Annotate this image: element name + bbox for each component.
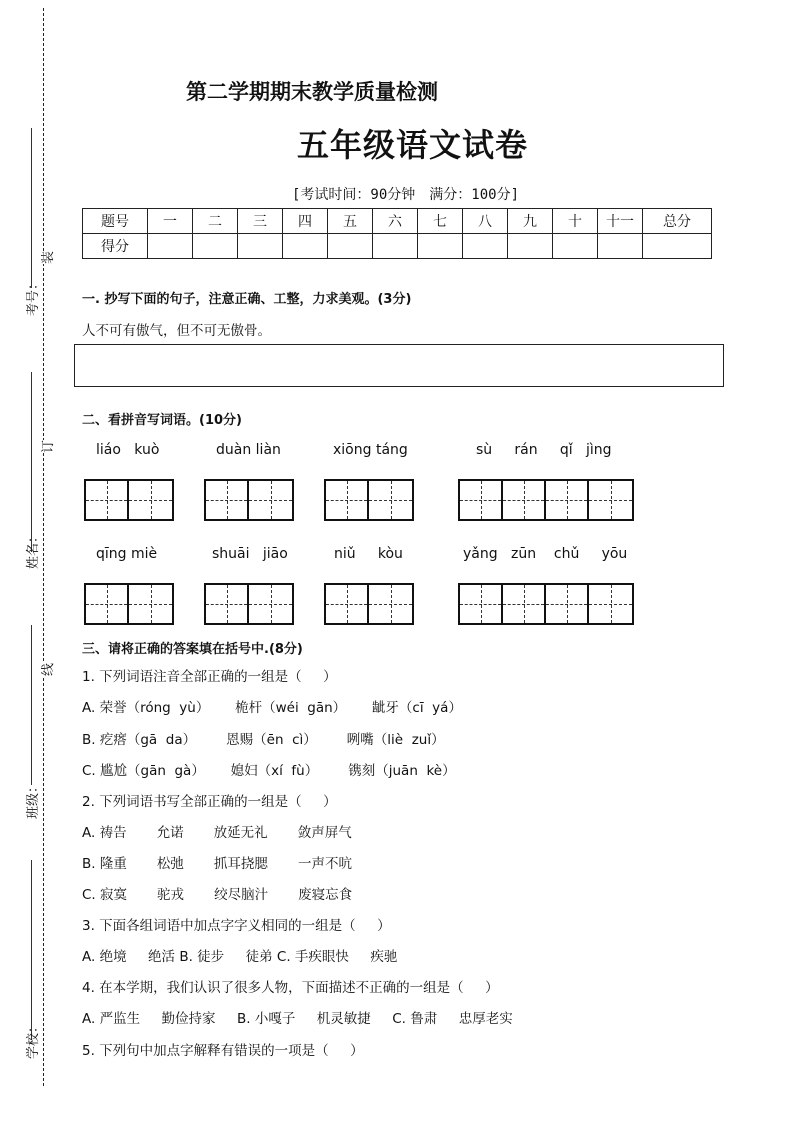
writing-cell[interactable] (369, 585, 412, 623)
score-header-cell: 一 (148, 209, 193, 234)
score-input-cell[interactable] (283, 234, 328, 259)
writing-cell[interactable] (589, 585, 632, 623)
score-input-cell[interactable] (463, 234, 508, 259)
score-input-cell[interactable] (193, 234, 238, 259)
writing-grid-4[interactable] (458, 479, 634, 521)
margin-rule-name (31, 372, 32, 552)
writing-cell[interactable] (589, 481, 632, 519)
writing-grid-4[interactable] (458, 583, 634, 625)
pinyin-label: niǔ kòu (334, 546, 403, 562)
question-line: 2. 下列词语书写全部正确的一组是（ ） (82, 794, 337, 810)
writing-cell[interactable] (546, 481, 589, 519)
score-header-cell: 总分 (643, 209, 712, 234)
score-table-score-row (83, 234, 712, 259)
score-input-cell[interactable] (598, 234, 643, 259)
score-row-label: 得分 (83, 234, 148, 259)
writing-cell[interactable] (129, 585, 172, 623)
binding-char-xian: 线 (37, 663, 56, 676)
margin-label-exam-no: 考号： (26, 276, 42, 317)
writing-grid-2[interactable] (84, 479, 174, 521)
score-header-cell: 七 (418, 209, 463, 234)
score-header-cell: 六 (373, 209, 418, 234)
writing-grid-2[interactable] (204, 583, 294, 625)
writing-grid-2[interactable] (324, 583, 414, 625)
writing-grid-2[interactable] (204, 479, 294, 521)
margin-label-name: 姓名： (26, 529, 42, 570)
question-line: A. 祷告 允诺 放延无礼 敛声屏气 (82, 825, 352, 841)
exam-title: 五年级语文试卷 (297, 126, 529, 164)
score-header-cell: 四 (283, 209, 328, 234)
writing-cell[interactable] (369, 481, 412, 519)
binding-char-ding: 订 (37, 440, 56, 453)
writing-cell[interactable] (503, 481, 546, 519)
pinyin-label: xiōng táng (333, 442, 408, 458)
writing-grid-2[interactable] (84, 583, 174, 625)
exam-info: [考试时间：90分钟 满分：100分] (292, 187, 520, 203)
writing-cell[interactable] (460, 585, 503, 623)
question-line: C. 尴尬（gān gà） 媳妇（xí fù） 镌刻（juān kè） (82, 763, 456, 779)
score-header-cell: 五 (328, 209, 373, 234)
score-input-cell[interactable] (238, 234, 283, 259)
score-input-cell[interactable] (373, 234, 418, 259)
score-input-cell[interactable] (508, 234, 553, 259)
score-input-cell[interactable] (328, 234, 373, 259)
score-input-cell[interactable] (148, 234, 193, 259)
question-line: B. 疙瘩（gā da） 恩赐（ēn cì） 咧嘴（liè zuǐ） (82, 732, 445, 748)
writing-cell[interactable] (206, 585, 249, 623)
exam-subtitle: 第二学期期末教学质量检测 (186, 80, 438, 104)
pinyin-label: yǎng zūn chǔ yōu (463, 546, 628, 562)
section2-heading: 二、看拼音写词语。(10分) (82, 413, 242, 428)
margin-label-school: 学校： (26, 1019, 42, 1060)
score-input-cell[interactable] (643, 234, 712, 259)
margin-label-class: 班级： (26, 779, 42, 820)
question-line: B. 隆重 松弛 抓耳挠腮 一声不吭 (82, 856, 352, 872)
question-line: A. 绝境 绝活 B. 徒步 徒弟 C. 手疾眼快 疾驰 (82, 949, 398, 965)
writing-cell[interactable] (460, 481, 503, 519)
score-input-cell[interactable] (553, 234, 598, 259)
writing-cell[interactable] (249, 585, 292, 623)
score-table (82, 208, 712, 259)
pinyin-label: qīng miè (96, 546, 158, 562)
score-header-cell: 十 (553, 209, 598, 234)
binding-dashed-line (43, 8, 44, 1086)
question-line: A. 严监生 勤俭持家 B. 小嘎子 机灵敏捷 C. 鲁肃 忠厚老实 (82, 1011, 513, 1027)
writing-cell[interactable] (86, 481, 129, 519)
section1-heading: 一. 抄写下面的句子，注意正确、工整，力求美观。(3分) (82, 292, 412, 307)
copy-answer-box[interactable] (74, 344, 724, 387)
section1-sentence: 人不可有傲气，但不可无傲骨。 (82, 323, 271, 339)
writing-cell[interactable] (326, 481, 369, 519)
score-header-cell: 题号 (83, 209, 148, 234)
writing-grid-2[interactable] (324, 479, 414, 521)
section3-heading: 三、请将正确的答案填在括号中.(8分) (82, 642, 303, 657)
pinyin-label: duàn liàn (216, 442, 281, 458)
writing-cell[interactable] (129, 481, 172, 519)
margin-rule-class (31, 625, 32, 785)
score-header-cell: 十一 (598, 209, 643, 234)
writing-cell[interactable] (546, 585, 589, 623)
score-header-cell: 九 (508, 209, 553, 234)
question-line: 4. 在本学期，我们认识了很多人物，下面描述不正确的一组是（ ） (82, 980, 499, 996)
score-header-cell: 二 (193, 209, 238, 234)
score-header-cell: 八 (463, 209, 508, 234)
question-line: 3. 下面各组词语中加点字字义相同的一组是（ ） (82, 918, 391, 934)
writing-cell[interactable] (86, 585, 129, 623)
question-line: C. 寂寞 驼戎 绞尽脑汁 废寝忘食 (82, 887, 353, 903)
question-line: 5. 下列句中加点字解释有错误的一项是（ ） (82, 1043, 364, 1059)
margin-rule-school (31, 860, 32, 1040)
writing-cell[interactable] (326, 585, 369, 623)
score-table-header-row (83, 209, 712, 234)
writing-cell[interactable] (206, 481, 249, 519)
question-line: A. 荣誉（róng yù） 桅杆（wéi gān） 龇牙（cī yá） (82, 700, 462, 716)
pinyin-label: liáo kuò (96, 442, 160, 458)
question-line: 1. 下列词语注音全部正确的一组是（ ） (82, 669, 337, 685)
writing-cell[interactable] (503, 585, 546, 623)
writing-cell[interactable] (249, 481, 292, 519)
score-input-cell[interactable] (418, 234, 463, 259)
score-header-cell: 三 (238, 209, 283, 234)
pinyin-label: sù rán qǐ jìng (476, 442, 612, 458)
binding-char-zhuang: 装 (37, 251, 56, 264)
margin-rule-exam-no (31, 128, 32, 288)
pinyin-label: shuāi jiāo (212, 546, 288, 562)
